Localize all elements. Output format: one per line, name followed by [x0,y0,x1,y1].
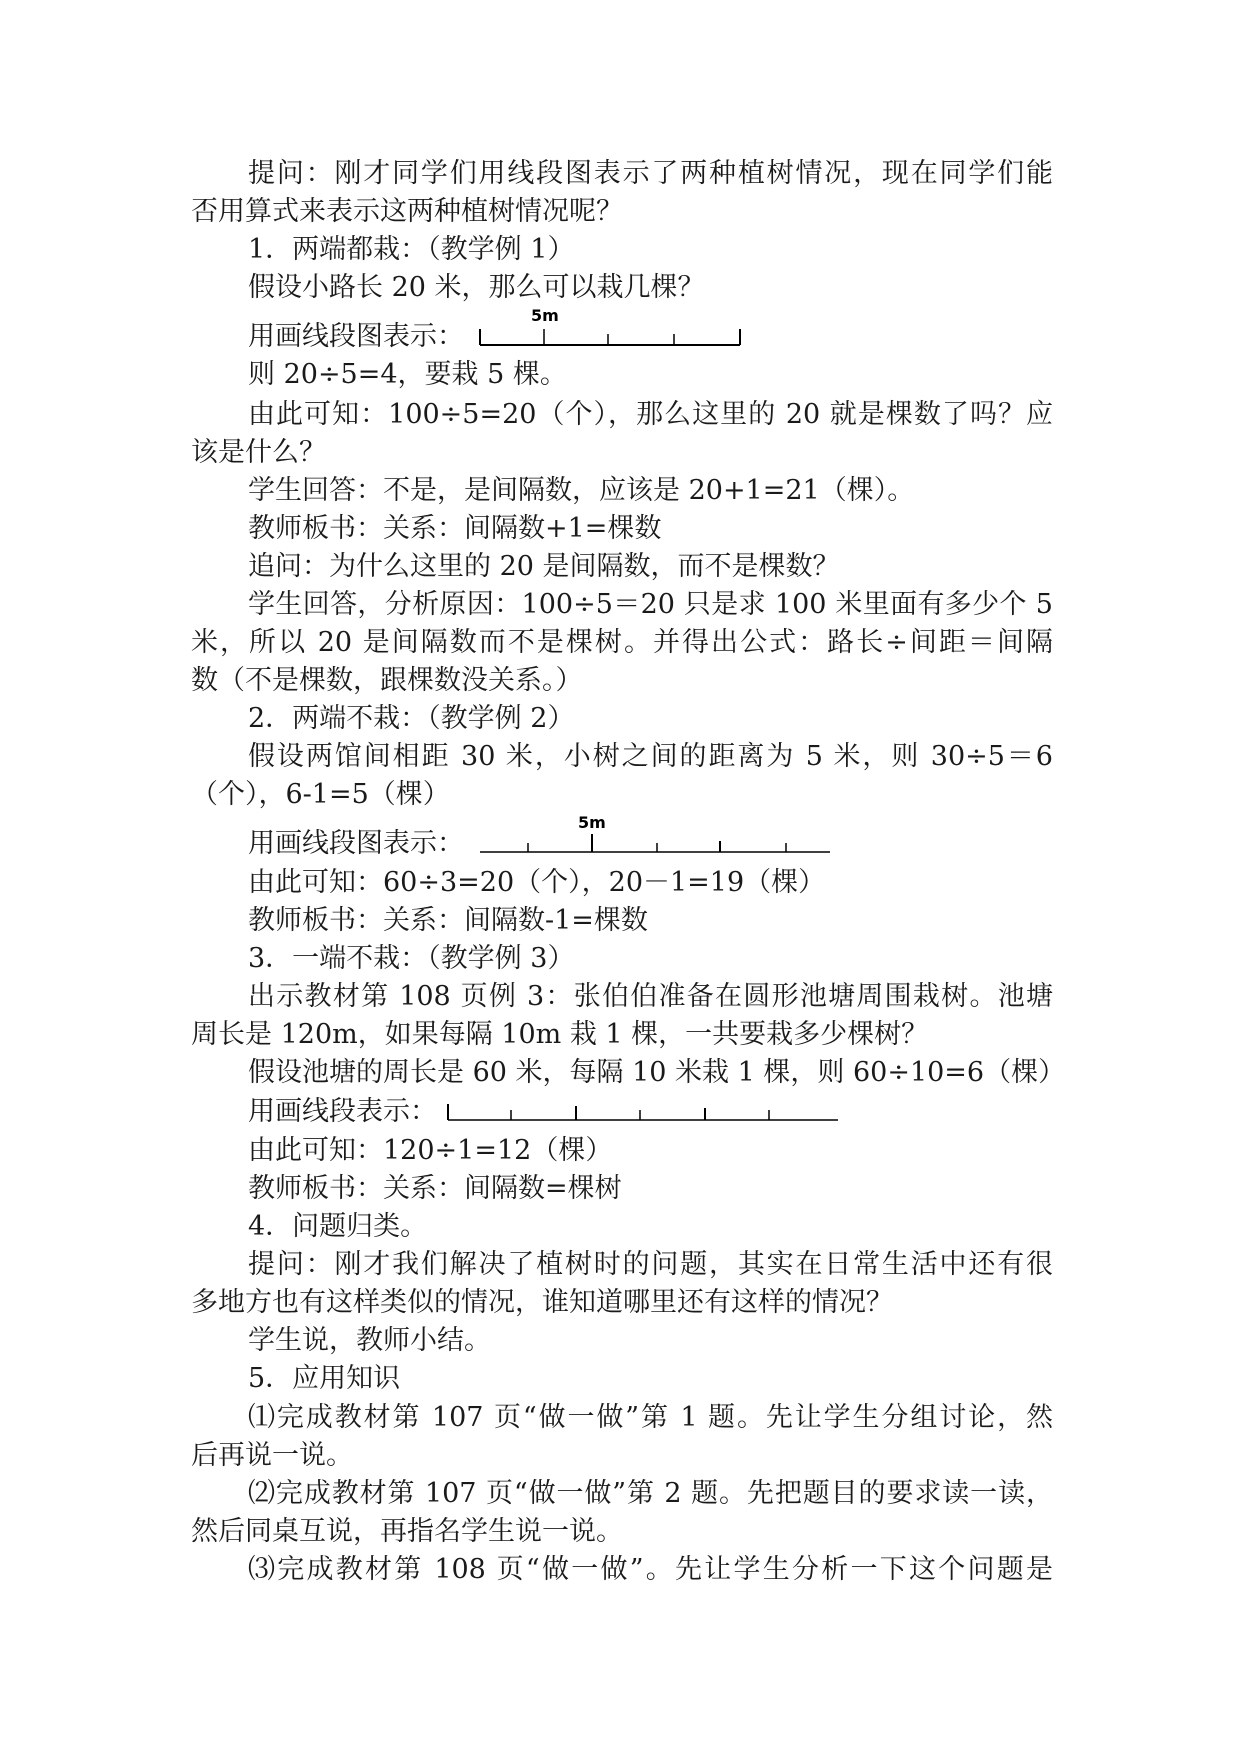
paragraph-line: （个），6-1=5（棵） [191,779,450,810]
section-heading: 4．问题归类。 [248,1211,428,1242]
paragraph-line: 用画线段表示： [248,1096,437,1127]
line-segment-diagram-one-end [446,1092,846,1126]
paragraph-line: 假设池塘的周长是 60 米，每隔 10 米栽 1 棵，则 60÷10=6（棵） [248,1057,1066,1088]
paragraph-line: 假设两馆间相距 30 米，小树之间的距离为 5 米，则 30÷5＝6 [248,741,1053,772]
section-heading: 5．应用知识 [248,1363,401,1394]
paragraph-line: 该是什么？ [191,437,326,468]
segment-svg [446,1092,846,1126]
paragraph-line: 否用算式来表示这两种植树情况呢？ [191,196,623,227]
segment-label: 5m [578,813,606,832]
paragraph-line: 提问：刚才同学们用线段图表示了两种植树情况，现在同学们能 [248,158,1053,189]
paragraph-line: 后再说一说。 [191,1440,353,1471]
paragraph-line: 假设小路长 20 米，那么可以栽几棵？ [248,272,705,303]
paragraph-line: 学生回答：不是，是间隔数，应该是 20+1=21（棵）。 [248,475,915,506]
section-heading: 3．一端不栽：（教学例 3） [248,943,575,974]
paragraph-line: 教师板书：关系：间隔数+1=棵数 [248,513,662,544]
paragraph-line: ⑶完成教材第 108 页“做一做”。先让学生分析一下这个问题是 [248,1554,1053,1585]
paragraph-line: 由此可知：100÷5=20（个），那么这里的 20 就是棵数了吗？应 [248,399,1053,430]
paragraph-line: 学生说，教师小结。 [248,1325,491,1356]
paragraph-line: 米，所以 20 是间隔数而不是棵树。并得出公式：路长÷间距＝间隔 [191,627,1053,658]
line-segment-diagram-no-ends [478,812,858,856]
paragraph-line: 提问：刚才我们解决了植树时的问题，其实在日常生活中还有很 [248,1249,1053,1280]
paragraph-line: 多地方也有这样类似的情况，谁知道哪里还有这样的情况？ [191,1287,893,1318]
paragraph-line: 教师板书：关系：间隔数=棵树 [248,1173,622,1204]
paragraph-line: 学生回答，分析原因：100÷5＝20 只是求 100 米里面有多少个 5 [248,589,1053,620]
section-heading: 1．两端都栽：（教学例 1） [248,234,575,265]
paragraph-line: 用画线段图表示： [248,828,464,859]
line-segment-diagram-both-ends [478,305,748,349]
paragraph-line: ⑴完成教材第 107 页“做一做”第 1 题。先让学生分组讨论，然 [248,1402,1053,1433]
paragraph-line: 数（不是棵数，跟棵数没关系。） [191,665,583,696]
paragraph-line: 由此可知：120÷1=12（棵） [248,1135,613,1166]
paragraph-line: 则 20÷5=4，要栽 5 棵。 [248,359,567,390]
segment-label: 5m [531,306,559,325]
paragraph-line: 追问：为什么这里的 20 是间隔数，而不是棵数？ [248,551,840,582]
paragraph-line: 教师板书：关系：间隔数-1=棵数 [248,905,648,936]
paragraph-line: 用画线段图表示： [248,321,464,352]
paragraph-line: 周长是 120m，如果每隔 10m 栽 1 棵，一共要栽多少棵树？ [191,1019,929,1050]
paragraph-line: 出示教材第 108 页例 3：张伯伯准备在圆形池塘周围栽树。池塘 [248,981,1053,1012]
segment-svg [478,305,748,349]
paragraph-line: ⑵完成教材第 107 页“做一做”第 2 题。先把题目的要求读一读， [248,1478,1053,1509]
paragraph-line: 然后同桌互说，再指名学生说一说。 [191,1516,623,1547]
paragraph-line: 由此可知：60÷3=20（个），20－1=19（棵） [248,867,826,898]
segment-svg [478,812,858,856]
section-heading: 2．两端不栽：（教学例 2） [248,703,575,734]
